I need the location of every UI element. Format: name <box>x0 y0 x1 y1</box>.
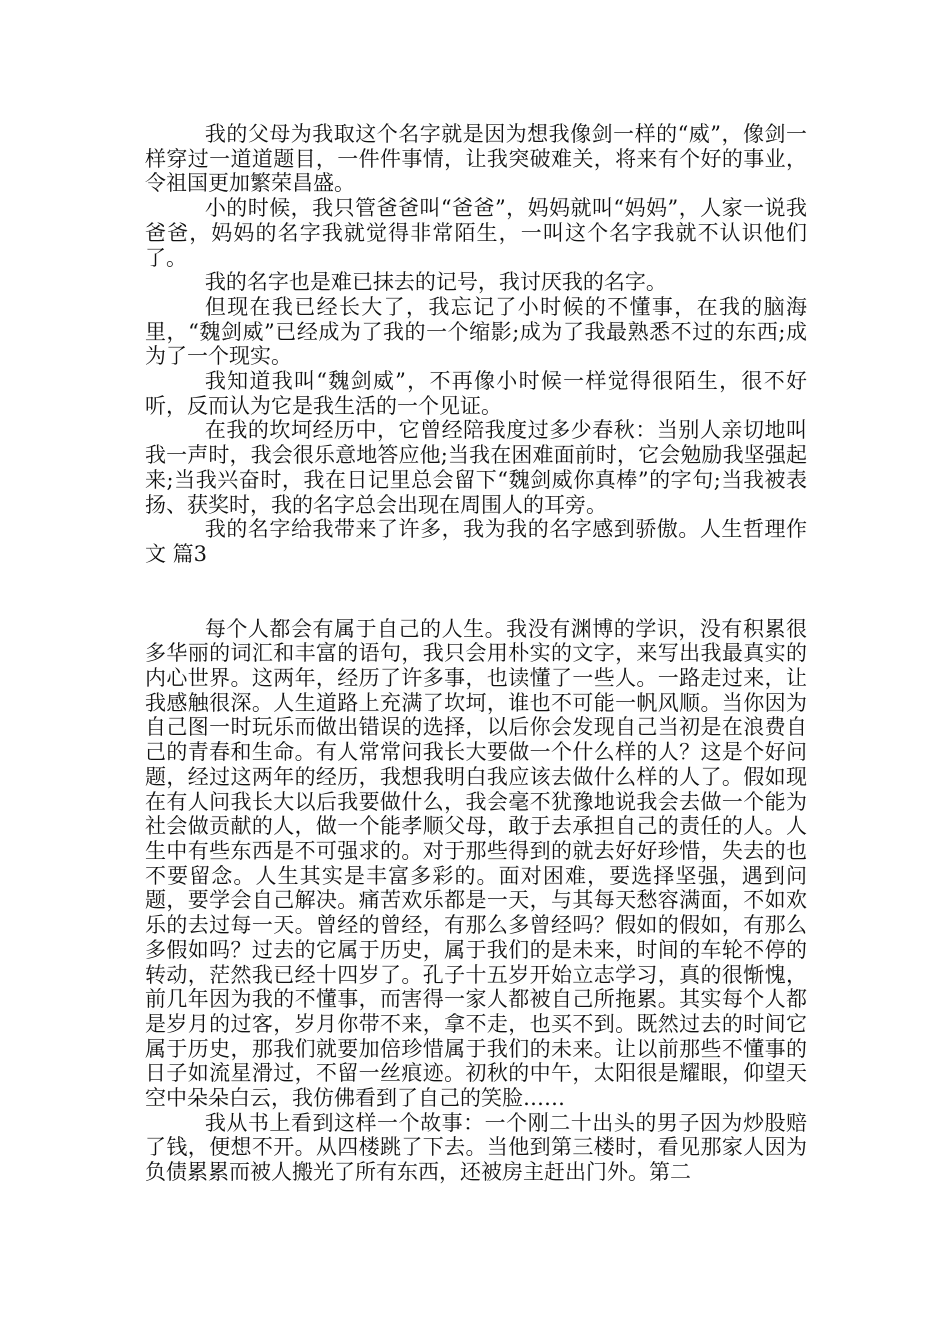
document-body <box>145 122 807 1185</box>
paragraph: 我从书上看到这样一个故事：一个刚二十出头的男子因为炒股赔了钱，便想不开。从四楼跳了下去。当他到第三楼时，看见那家人因为负债累累而被人搬光了所有东西，还被房主赶出门外。第二 <box>145 1110 807 1185</box>
paragraph-with-section-heading: 我的名字给我带来了许多，我为我的名字感到骄傲。人生哲理作文 篇3 <box>145 517 807 566</box>
paragraph: 每个人都会有属于自己的人生。我没有渊博的学识，没有积累很多华丽的词汇和丰富的语句，我只会用朴实的文字，来写出我最真实的内心世界。这两年，经历了许多事，也读懂了一些人。一路走过来，让我感触很深。人生道路上充满了坎坷，谁也不可能一帆风顺。当你因为自己图一时玩乐而做出错误的选择，以后你会发现自己当初是在浪费自己的青春和生命。有人常常问我长大要做一个什么样的人？这是个好问题，经过这两年的经历，我想我明白我应该去做什么样的人了。假如现在有人问我长大以后我要做什么，我会毫不犹豫地说我会去做一个能为社会做贡献的人，做一个能孝顺父母，敢于去承担自己的责任的人。人生中有些东西是不可强求的。对于那些得到的就去好好珍惜，失去的也不要留念。人生其实是丰富多彩的。面对困难，要选择坚强，遇到问题，要学会自己解决。痛苦欢乐都是一天，与其每天愁容满面，不如欢乐的去过每一天。曾经的曾经，有那么多曾经吗？假如的假如，有那么多假如吗？过去的它属于历史，属于我们的是未来，时间的车轮不停的转动，茫然我已经十四岁了。孔子十五岁开始立志学习，真的很惭愧，前几年因为我的不懂事，而害得一家人都被自己所拖累。其实每个人都是岁月的过客，岁月你带不来，拿不走，也买不到。既然过去的时间它属于历史，那我们就要加倍珍惜属于我们的未来。让以前那些不懂事的日子如流星滑过，不留一丝痕迹。初秋的中午，太阳很是耀眼，仰望天空中朵朵白云，我仿佛看到了自己的笑脸…… <box>145 616 807 1111</box>
paragraph: 小的时候，我只管爸爸叫“爸爸”，妈妈就叫“妈妈”，人家一说我爸爸，妈妈的名字我就觉得非常陌生，一叫这个名字我就不认识他们了。 <box>145 196 807 270</box>
section-spacer <box>145 567 807 617</box>
paragraph: 我知道我叫“魏剑威”，不再像小时候一样觉得很陌生，很不好听，反而认为它是我生活的一个见证。 <box>145 369 807 418</box>
paragraph: 我的名字也是难已抹去的记号，我讨厌我的名字。 <box>204 270 667 295</box>
paragraph: 但现在我已经长大了，我忘记了小时候的不懂事，在我的脑海里，“魏剑威”已经成为了我的一个缩影;成为了我最熟悉不过的东西;成为了一个现实。 <box>145 294 807 369</box>
paragraph: 在我的坎坷经历中，它曾经陪我度过多少春秋：当别人亲切地叫我一声时，我会很乐意地答应他;当我在困难面前时，它会勉励我坚强起来;当我兴奋时，我在日记里总会留下“魏剑威你真棒”的字句;当我被表扬、获奖时，我的名字总会出现在周围人的耳旁。 <box>145 418 807 517</box>
paragraph: 我的父母为我取这个名字就是因为想我像剑一样的“威”，像剑一样穿过一道道题目，一件件事情，让我突破难关，将来有个好的事业，令祖国更加繁荣昌盛。 <box>145 122 807 196</box>
